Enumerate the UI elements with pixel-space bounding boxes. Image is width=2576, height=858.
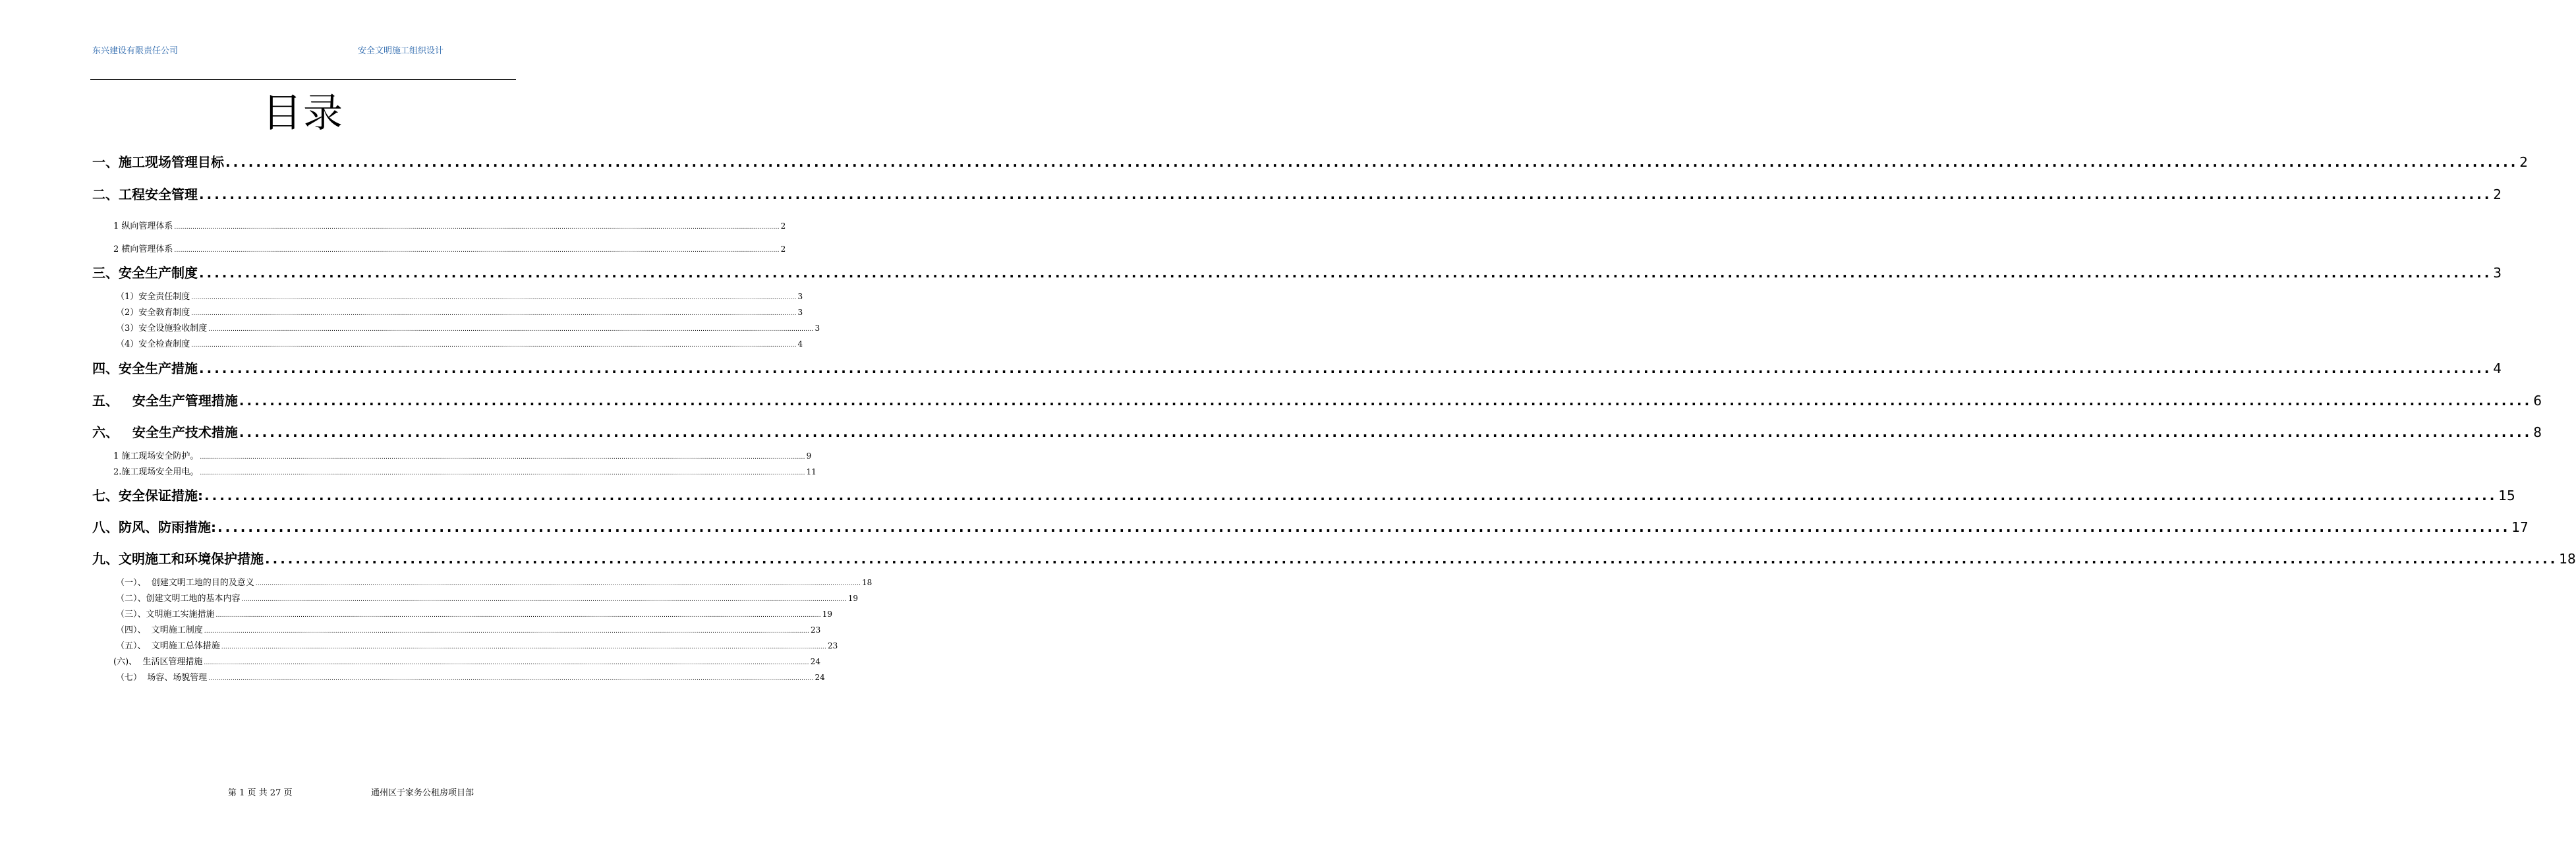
toc-entry-label: （二）、创建文明工地的基本内容	[116, 594, 241, 604]
toc-entry-page: 18	[2559, 551, 2576, 567]
toc-entry[interactable]	[116, 289, 803, 302]
toc-entry-page: 15	[2498, 488, 2515, 503]
toc-entry-page: 3	[797, 308, 803, 317]
toc-entry[interactable]	[113, 465, 816, 477]
toc-entry[interactable]	[92, 422, 2542, 440]
toc-entry[interactable]	[92, 390, 2542, 409]
toc-entry[interactable]	[92, 548, 2576, 567]
toc-entry[interactable]	[113, 449, 812, 461]
toc-entry-label: （4）安全检查制度	[116, 339, 190, 349]
toc-entry-page: 4	[797, 339, 803, 349]
header-divider	[90, 79, 516, 80]
toc-entry-page: 8	[2533, 424, 2542, 440]
toc-entry-label: 2 横向管理体系	[113, 244, 173, 254]
toc-entry[interactable]	[116, 337, 803, 349]
toc-entry-page: 9	[806, 451, 812, 461]
toc-entry[interactable]	[116, 575, 873, 588]
toc-leader-dots: ............................................................................................................................................................................................................................................................................................................	[191, 342, 797, 349]
toc-entry-page: 2	[2493, 186, 2502, 202]
toc-leader-dots: ............................................................................................................................................................................................................................................................................................................	[225, 154, 2519, 170]
toc-leader-dots: ............................................................................................................................................................................................................................................................................................................	[200, 470, 805, 476]
toc-entry-label: （3）安全设施验收制度	[116, 324, 208, 333]
toc-entry-label: 八、防风、防雨措施:	[92, 519, 216, 535]
toc-entry-page: 24	[815, 673, 825, 682]
toc-entry-page: 2	[780, 244, 786, 254]
toc-entry-page: 3	[815, 324, 820, 333]
toc-entry[interactable]	[116, 305, 803, 318]
toc-entry[interactable]	[116, 591, 859, 604]
toc-entry-label: （2）安全教育制度	[116, 308, 190, 318]
toc-entry[interactable]	[116, 321, 820, 333]
toc-entry[interactable]	[92, 517, 2529, 535]
toc-entry[interactable]	[113, 242, 786, 254]
toc-leader-dots: ............................................................................................................................................................................................................................................................................................................	[199, 360, 2492, 376]
toc-entry-label: （五）、 文明施工总体措施	[116, 641, 220, 651]
toc-entry-page: 3	[2493, 265, 2502, 281]
toc-entry-label: 九、文明施工和环境保护措施	[92, 551, 264, 567]
header-doc-title: 安全文明施工组织设计	[358, 46, 444, 56]
toc-entry-label: 五、 安全生产管理措施	[92, 393, 238, 409]
toc-entry-label: （一）、 创建文明工地的目的及意义	[116, 578, 254, 588]
toc-entry-page: 3	[797, 292, 803, 301]
toc-leader-dots: ............................................................................................................................................................................................................................................................................................................	[221, 644, 827, 650]
toc-leader-dots: ............................................................................................................................................................................................................................................................................................................	[241, 596, 847, 603]
toc-entry-page: 24	[810, 657, 820, 666]
toc-leader-dots: ............................................................................................................................................................................................................................................................................................................	[191, 310, 797, 317]
toc-entry[interactable]	[116, 670, 825, 683]
toc-entry-page: 23	[811, 625, 821, 635]
toc-entry[interactable]	[113, 219, 786, 231]
toc-entry-label: （七） 场容、场貌管理	[116, 673, 208, 683]
toc-entry-label: 六、 安全生产技术措施	[92, 424, 238, 440]
toc-leader-dots: ............................................................................................................................................................................................................................................................................................................	[199, 265, 2492, 281]
toc-entry-page: 2	[2519, 154, 2529, 170]
toc-entry[interactable]	[92, 152, 2529, 170]
toc-entry-label: 七、安全保证措施:	[92, 488, 203, 503]
toc-leader-dots: ............................................................................................................................................................................................................................................................................................................	[239, 393, 2533, 409]
toc-leader-dots: ............................................................................................................................................................................................................................................................................................................	[199, 186, 2492, 202]
footer-page-info: 第 1 页 共 27 页	[228, 788, 293, 798]
toc-leader-dots: ............................................................................................................................................................................................................................................................................................................	[174, 247, 780, 254]
toc-leader-dots: ............................................................................................................................................................................................................................................................................................................	[204, 488, 2498, 503]
toc-entry-label: 二、工程安全管理	[92, 186, 198, 202]
toc-leader-dots: ............................................................................................................................................................................................................................................................................................................	[239, 424, 2533, 440]
toc-leader-dots: ............................................................................................................................................................................................................................................................................................................	[204, 660, 809, 666]
header-company: 东兴建设有限责任公司	[92, 46, 179, 56]
toc-entry-label: （四）、 文明施工制度	[116, 625, 203, 635]
toc-entry-page: 19	[847, 594, 859, 603]
toc-entry-page: 17	[2511, 519, 2529, 535]
toc-leader-dots: ............................................................................................................................................................................................................................................................................................................	[215, 612, 821, 619]
toc-entry-page: 19	[822, 610, 833, 619]
toc-leader-dots: ............................................................................................................................................................................................................................................................................................................	[204, 628, 810, 635]
toc-entry[interactable]	[116, 639, 838, 651]
toc-entry[interactable]	[116, 607, 833, 619]
toc-entry-label: 2.施工现场安全用电。	[113, 467, 199, 477]
toc-leader-dots: ............................................................................................................................................................................................................................................................................................................	[208, 675, 814, 682]
toc-entry-page: 23	[828, 641, 838, 650]
toc-entry[interactable]	[92, 184, 2502, 202]
toc-entry-page: 18	[862, 578, 873, 587]
toc-entry[interactable]	[92, 262, 2502, 281]
toc-leader-dots: ............................................................................................................................................................................................................................................................................................................	[208, 326, 814, 333]
toc-entry[interactable]	[92, 358, 2502, 376]
toc-entry[interactable]	[113, 654, 820, 667]
toc-entry-label: （1）安全责任制度	[116, 292, 190, 302]
toc-entry-label: 1 纵向管理体系	[113, 221, 173, 231]
toc-entry-label: (六)、 生活区管理措施	[113, 657, 203, 667]
toc-leader-dots: ............................................................................................................................................................................................................................................................................................................	[255, 581, 861, 587]
toc-entry[interactable]	[116, 623, 821, 635]
toc-entry-label: 一、施工现场管理目标	[92, 154, 224, 170]
toc-leader-dots: ............................................................................................................................................................................................................................................................................................................	[217, 519, 2511, 535]
toc-leader-dots: ............................................................................................................................................................................................................................................................................................................	[265, 551, 2558, 567]
toc-leader-dots: ............................................................................................................................................................................................................................................................................................................	[191, 295, 797, 301]
toc-entry-label: 四、安全生产措施	[92, 360, 198, 376]
toc-entry-page: 6	[2533, 393, 2542, 409]
toc-leader-dots: ............................................................................................................................................................................................................................................................................................................	[200, 454, 805, 461]
page-title: 目录	[262, 90, 344, 136]
toc-entry-page: 2	[780, 221, 786, 231]
toc-entry-page: 11	[806, 467, 816, 476]
toc-entry-page: 4	[2493, 360, 2502, 376]
toc-entry-label: 三、安全生产制度	[92, 265, 198, 281]
toc-entry-label: 1 施工现场安全防护。	[113, 451, 199, 461]
toc-leader-dots: ............................................................................................................................................................................................................................................................................................................	[174, 224, 780, 231]
footer-project: 通州区于家务公租房项目部	[371, 788, 474, 798]
toc-entry-label: （三）、文明施工实施措施	[116, 610, 215, 619]
toc-entry[interactable]	[92, 485, 2515, 503]
